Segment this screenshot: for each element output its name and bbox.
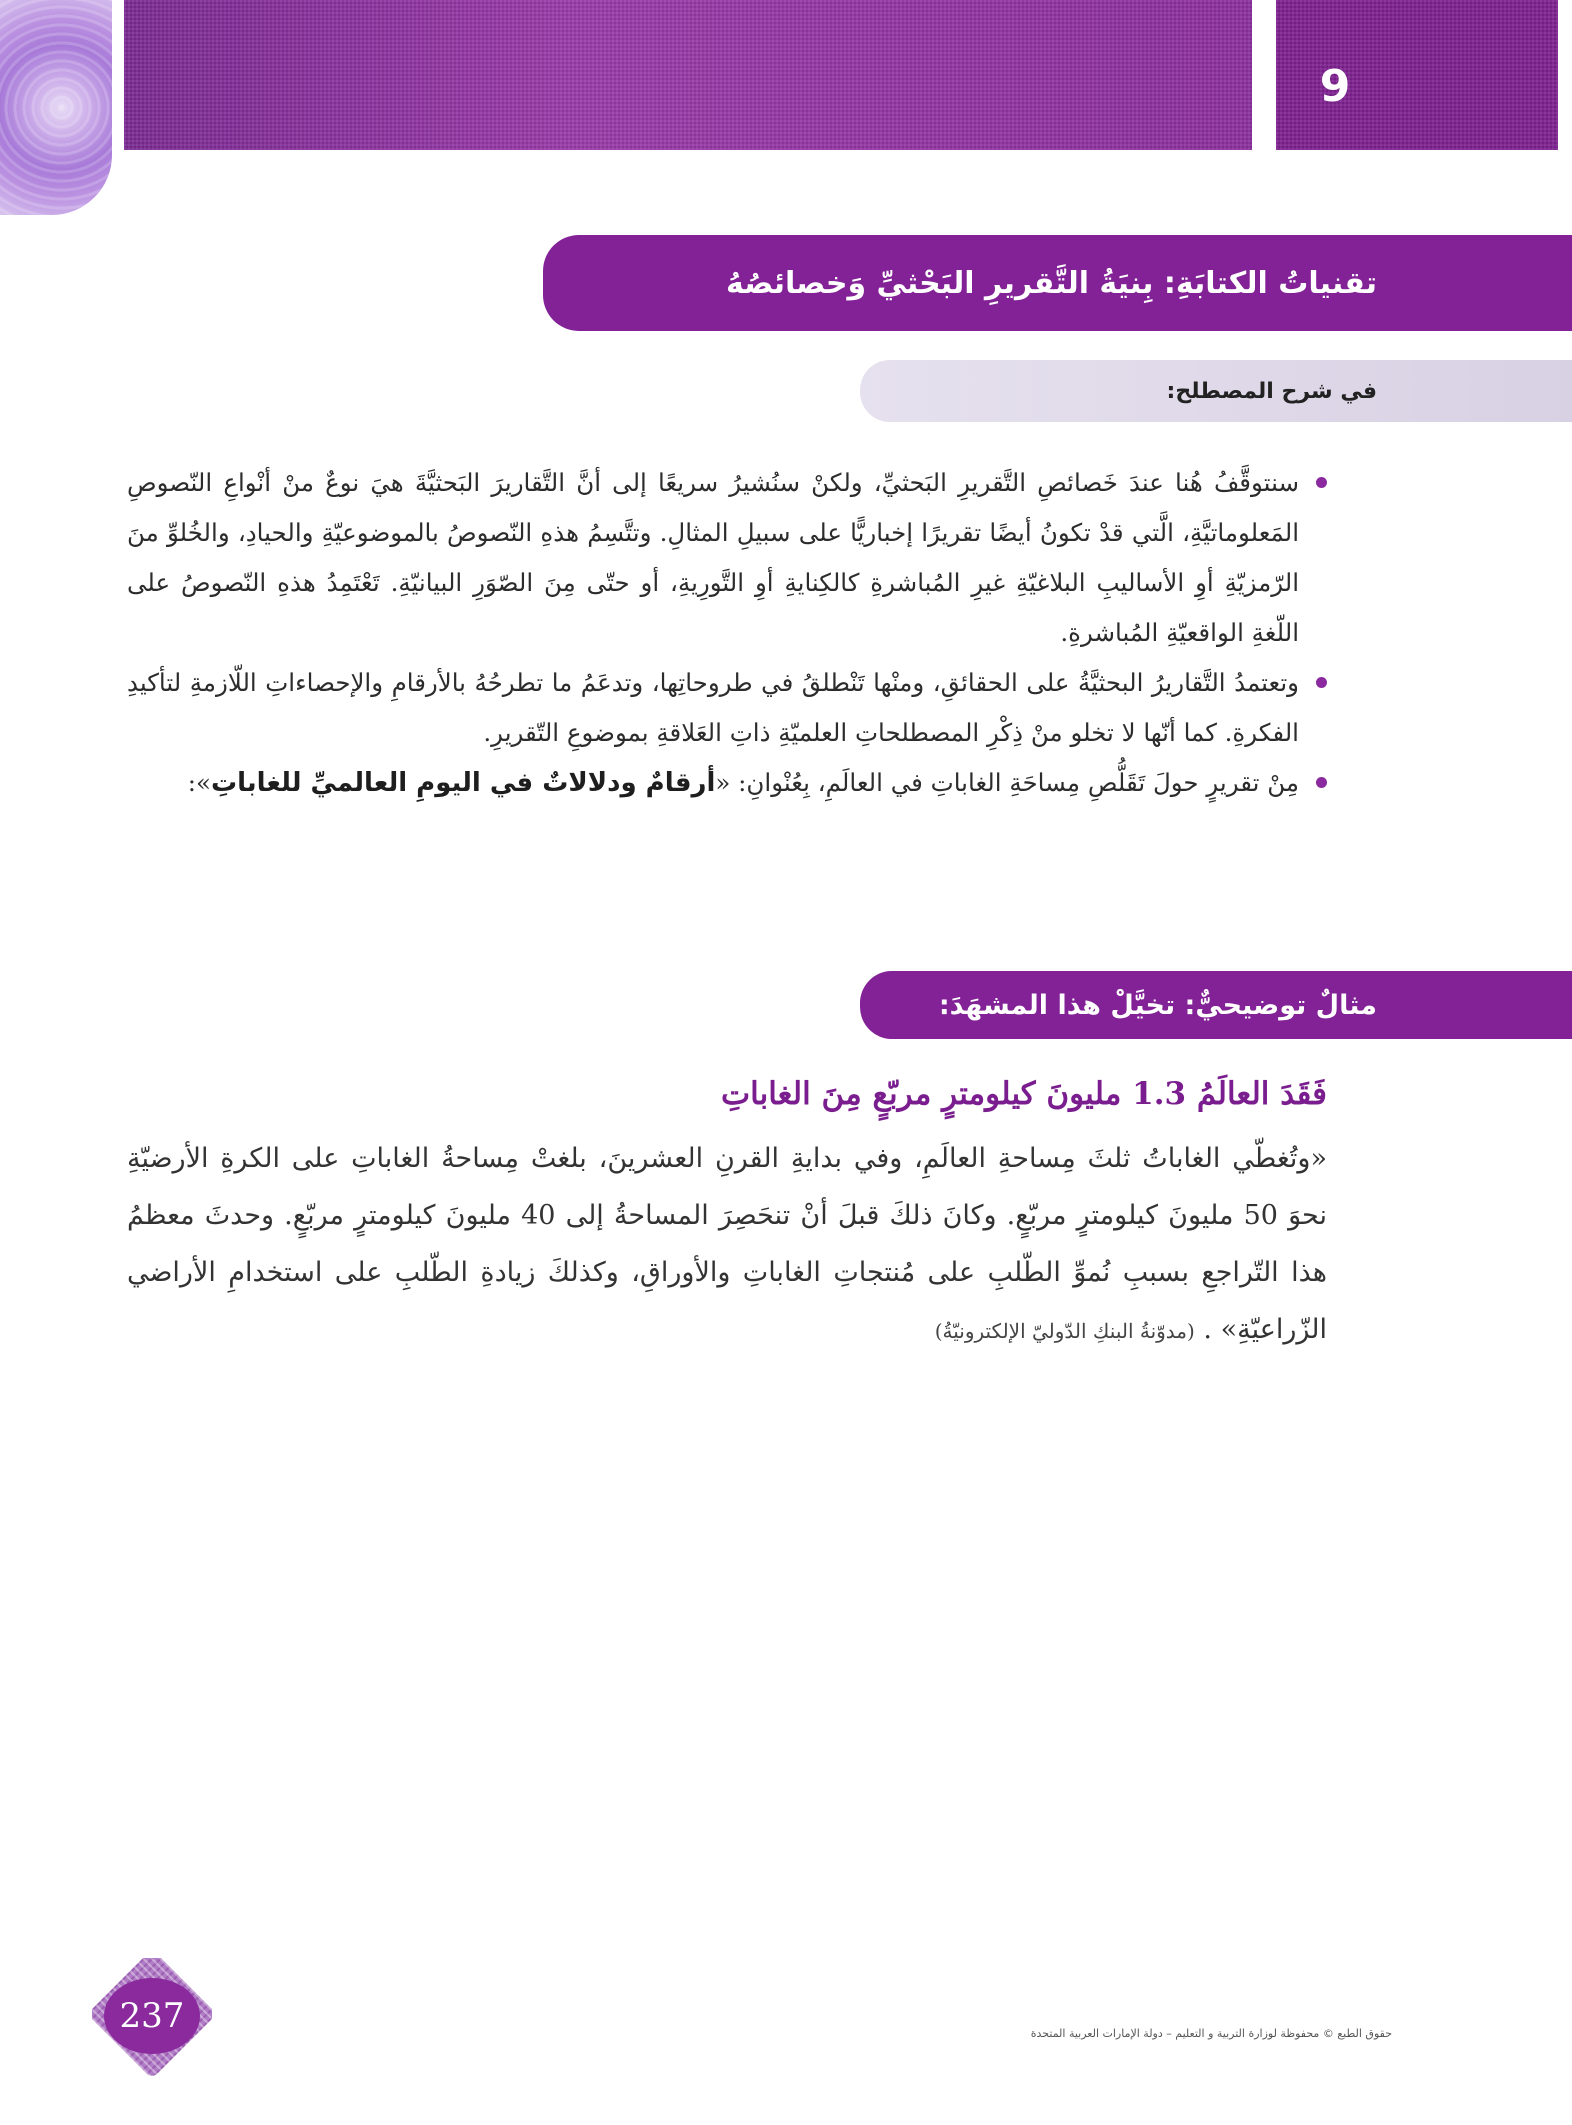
quote-text: «وتُغطّي الغاباتُ ثلثَ مِساحةِ العالَمِ، وفي بدايةِ القرنِ العشرينَ، بلغتْ مِساحةُ الغاباتِ على الكرةِ الأرضيّةِ نحوَ 50 مليونَ كيلومترٍ مربّعٍ. وكانَ ذلكَ قبلَ أنْ تنحَصِرَ المساحةُ إلى 40 مليونَ كيلومترٍ مربّعٍ. وحدثَ معظمُ هذا التّراجعِ بسببِ نُموِّ الطّلبِ على مُنتجاتِ الغاباتِ والأوراقِ، وكذلكَ زيادةِ الطّلبِ على استخدامِ الأراضي الزّراعيّةِ» . [127, 1143, 1327, 1345]
section-header-bar [543, 235, 1572, 331]
bullet-dot-icon [1316, 677, 1327, 688]
term-label: في شرح المصطلح: [1166, 378, 1377, 404]
term-bar [860, 360, 1572, 422]
copyright-notice: حقوق الطبع © محفوظة لوزارة التربية و التعليم – دولة الإمارات العربية المتحدة [1030, 2027, 1392, 2040]
decorative-orb [0, 0, 112, 215]
header-banner [124, 0, 1252, 150]
chapter-number: 9 [1319, 61, 1351, 112]
bullet-dot-icon [1316, 477, 1327, 488]
bullet-list [127, 458, 1327, 808]
bullet-dot-icon [1316, 777, 1327, 788]
bullet-text-tail: »: [187, 768, 211, 797]
bullet-text: مِنْ تقريرٍ حولَ تَقَلُّصِ مِساحَةِ الغاباتِ في العالَمِ، بِعُنْوانِ: « [715, 768, 1299, 797]
example-title: مثالٌ توضيحيٌّ: تخيَّلْ هذا المشهَدَ: [938, 989, 1377, 1021]
bullet-text: سنتوقَّفُ هُنا عندَ خَصائصِ التَّقريرِ البَحثيِّ، ولكنْ سنُشيرُ سريعًا إلى أنَّ التَّقاريرَ البَحثيَّةَ هيَ نوعٌ منْ أنْواعِ النّصوصِ المَعلوماتيَّةِ، الَّتي قدْ تكونُ أيضًا تقريرًا إخباريًّا على سبيلِ المثالِ. وتتَّسِمُ هذهِ النّصوصُ بالموضوعيّةِ والحيادِ، والخُلوِّ منَ الرّمزيّةِ أوِ الأساليبِ البلاغيّةِ غيرِ المُباشرةِ كالكِنايةِ أوِ التَّورِيةِ، أو حتّى مِنَ الصّوَرِ البيانيّةِ. تَعْتَمِدُ هذهِ النّصوصُ على اللّغةِ الواقعيّةِ المُباشرةِ. [127, 468, 1299, 647]
bullet-text: وتعتمدُ التَّقاريرُ البحثيَّةُ على الحقائقِ، ومنْها تَنْطلقُ في طروحاتِها، وتدعَمُ ما تطرحُهُ بالأرقامِ والإحصاءاتِ اللّازمةِ لتأكيدِ الفكرةِ. كما أنّها لا تخلو منْ ذِكْرِ المصطلحاتِ العلميّةِ ذاتِ العَلاقةِ بموضوعِ التّقريرِ. [127, 668, 1299, 747]
page-number: 237 [119, 1996, 185, 2036]
quote-source: (مدوّنةُ البنكِ الدّوليّ الإلكترونيّةُ) [934, 1319, 1195, 1343]
bullet-item [127, 758, 1327, 808]
example-header-bar [860, 971, 1572, 1039]
quote-heading: فَقَدَ العالَمُ 1.3 مليونَ كيلومترٍ مربّعٍ مِنَ الغاباتِ [720, 1076, 1327, 1112]
bullet-item [127, 458, 1327, 658]
section-title: تقنياتُ الكتابَةِ: بِنيَةُ التَّقريرِ البَحْثيِّ وَخصائصُهُ [726, 265, 1377, 301]
quote-body [127, 1130, 1327, 1360]
page-number-badge [92, 1958, 212, 2125]
bullet-item [127, 658, 1327, 758]
report-title: أرقامٌ ودلالاتٌ في اليومِ العالميِّ للغاباتِ [211, 768, 716, 798]
